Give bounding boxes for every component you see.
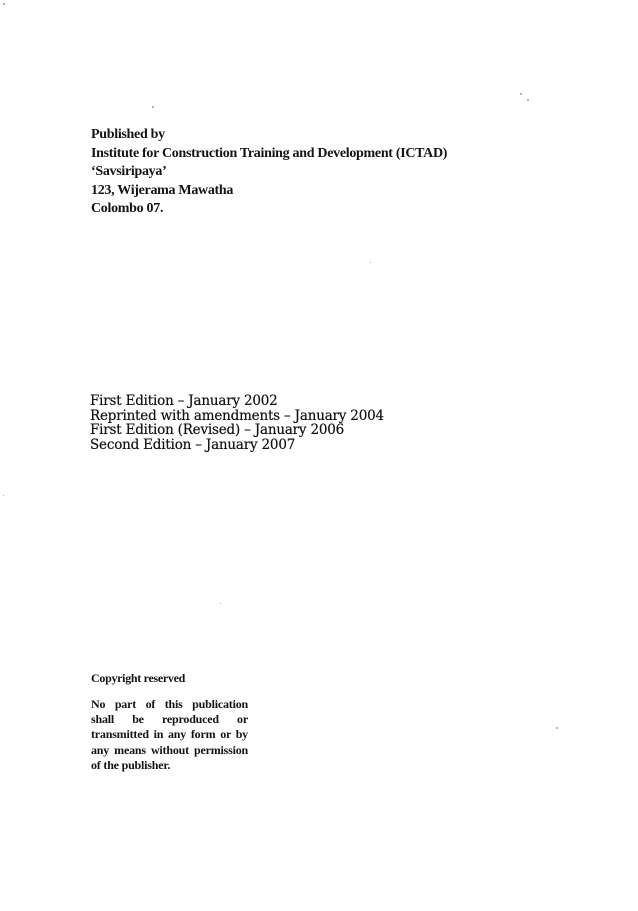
scan-speck — [520, 93, 522, 95]
copyright-notice — [91, 697, 248, 773]
notice-line: of the publisher. — [91, 757, 171, 772]
publisher-building: ‘Savsiripaya’ — [91, 164, 167, 179]
scan-speck — [556, 727, 558, 729]
scan-speck — [3, 495, 4, 496]
scan-speck — [370, 262, 371, 263]
publisher-street: 123, Wijerama Mawatha — [91, 182, 234, 198]
publisher-name: Institute for Construction Training and Development (ICTAD) — [91, 145, 448, 161]
scan-speck — [3, 3, 5, 5]
edition-line: First Edition (Revised) – January 2006 — [90, 422, 345, 438]
notice-line: any means without permission — [91, 742, 248, 757]
edition-line: First Edition – January 2002 — [90, 393, 278, 409]
publisher-info — [91, 126, 447, 219]
notice-line: transmitted in any form or by — [91, 727, 248, 742]
edition-history — [90, 394, 384, 452]
scan-speck — [152, 106, 154, 108]
scan-speck — [527, 99, 529, 101]
publisher-heading: Published by — [91, 127, 165, 142]
scan-speck — [220, 603, 221, 604]
notice-line: No part of this publication — [91, 697, 248, 711]
publisher-city: Colombo 07. — [91, 201, 164, 216]
notice-line: shall be reproduced or — [91, 712, 248, 727]
copyright-heading: Copyright reserved — [91, 671, 186, 685]
edition-line: Second Edition – January 2007 — [90, 436, 296, 453]
edition-line: Reprinted with amendments – January 2004 — [90, 407, 384, 424]
